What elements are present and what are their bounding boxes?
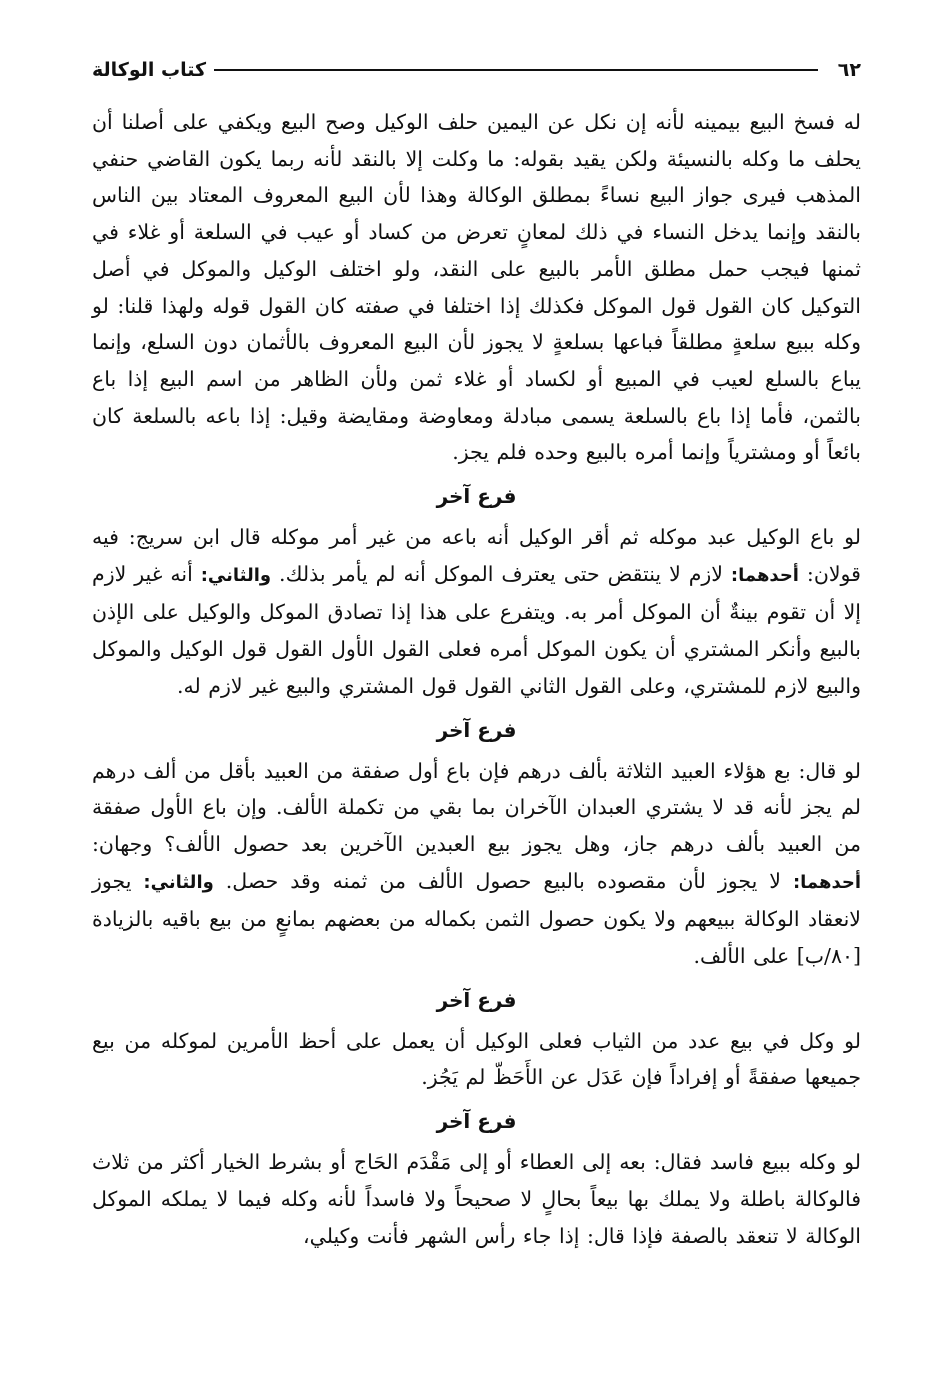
term-first-opinion: أحدهما: [730,564,799,586]
running-header [92,50,861,90]
section-heading-2: فرع آخر [436,717,517,742]
paragraph-1: له فسخ البيع بيمينه لأنه إن نكل عن اليمين حلف الوكيل وصح البيع ويكفي على أصلنا أن يحلف ما وكله بالنسيئة ولكن يقيد بقوله: ما وكلت إلا بالنقد لأنه ربما يكون القاضي حنفي المذهب فيرى جواز البيع نساءً بمطلق الوكالة وهذا لأن البيع المعروف المعتاد بين الناس بالنقد وإنما يدخل النساء في ذلك لمعانٍ تعرض من كساد أو عيب في السلعة أو غلاء في ثمنها فيجب حمل مطلق الأمر بالبيع على النقد، ولو اختلف الوكيل والموكل في أصل التوكيل كان القول قول الموكل فكذلك إذا اختلفا في صفته كان القول قوله ولهذا قلنا: لو وكله ببيع سلعةٍ مطلقاً فباعها بسلعةٍ لا يجوز لأن البيع المعروف بالأثمان دون السلع، وإنما يباع بالسلع لعيب في المبيع أو لكساد أو غلاء ثمن ولأن الظاهر من اسم البيع إذا باع بالثمن، فأما إذا باع بالسلعة يسمى مبادلة ومعاوضة ومقايضة وقيل: إذا باعه بالسلعة كان بائعاً أو ومشترياً وإنما أمره بالبيع وحده فلم يجز. [92,110,861,465]
paragraph-3-mid: لا يجوز لأن مقصوده بالبيع حصول الألف من ثمنه وقد حصل. [225,868,781,893]
paragraph-2 [92,519,861,705]
page-number: ٦٢ [837,59,861,81]
section-heading-3: فرع آخر [436,987,517,1012]
paragraph-2-lead: لو باع الوكيل عبد موكله ثم أقر الوكيل أنه باعه من غير أمر موكله قال ابن سريج: فيه قولان: [92,525,861,586]
term-second-view: والثاني: [143,871,214,893]
term-first-view: أحدهما: [792,871,861,893]
book-title: كتاب الوكالة [92,59,207,81]
paragraph-3-lead: لو قال: بع هؤلاء العبيد الثلاثة بألف درهم فإن باع أول صفقة من العبيد بأقل من ألف درهم لم يجز لأنه قد لا يشتري العبدان الآخران بما بقي من تكملة الألف. وإن باع الأول صفقة من العبيد بألف درهم جاز، وهل يجوز بيع العبدين الآخرين بعد حصول الألف؟ وجهان: [92,758,861,856]
paragraph-5: لو وكله ببيع فاسد فقال: بعه إلى العطاء أو إلى مَقْدَم الحَاج أو بشرط الخيار أكثر من ثلاث فالوكالة باطلة ولا يملك بها بيعاً بحالٍ لا صحيحاً ولا فاسداً لأنه وكله فيما لا يملكه الموكل الوكالة لا تنعقد بالصفة فإذا قال: إذا جاء رأس الشهر فأنت وكيلي، [92,1150,861,1248]
paragraph-3 [92,753,861,975]
paragraph-4: لو وكل في بيع عدد من الثياب فعلى الوكيل أن يعمل على أحظ الأمرين لموكله من بيع جميعها صفقةً أو إفراداً فإن عَدَل عن الأَحَظّ لم يَجُز. [92,1028,861,1090]
paragraph-2-tail: أنه غير لازم إلا أن تقوم بينةٌ أن الموكل أمر به. ويتفرع على هذا إذا تصادق الموكل والوكيل على الإذن بالبيع وأنكر المشتري أن يكون الموكل أمره فعلى القول الأول القول قول الوكيل والموكل والبيع لازم للمشتري، وعلى القول الثاني القول قول المشتري والبيع غير لازم له. [92,561,861,698]
header-rule [214,69,818,71]
section-heading-1: فرع آخر [436,484,517,509]
term-second-opinion: والثاني: [200,564,272,586]
document-page [92,50,861,1353]
section-heading-4: فرع آخر [436,1109,517,1134]
paragraph-3-tail: يجوز لانعقاد الوكالة ببيعهم ولا يكون حصول الثمن بكماله من بعضهم بمانعٍ من بيع باقيه بالزيادة [٨٠/ب] على الألف. [92,868,861,969]
paragraph-2-mid: لازم لا ينتقض حتى يعترف الموكل أنه لم يأمر بذلك. [279,561,723,586]
